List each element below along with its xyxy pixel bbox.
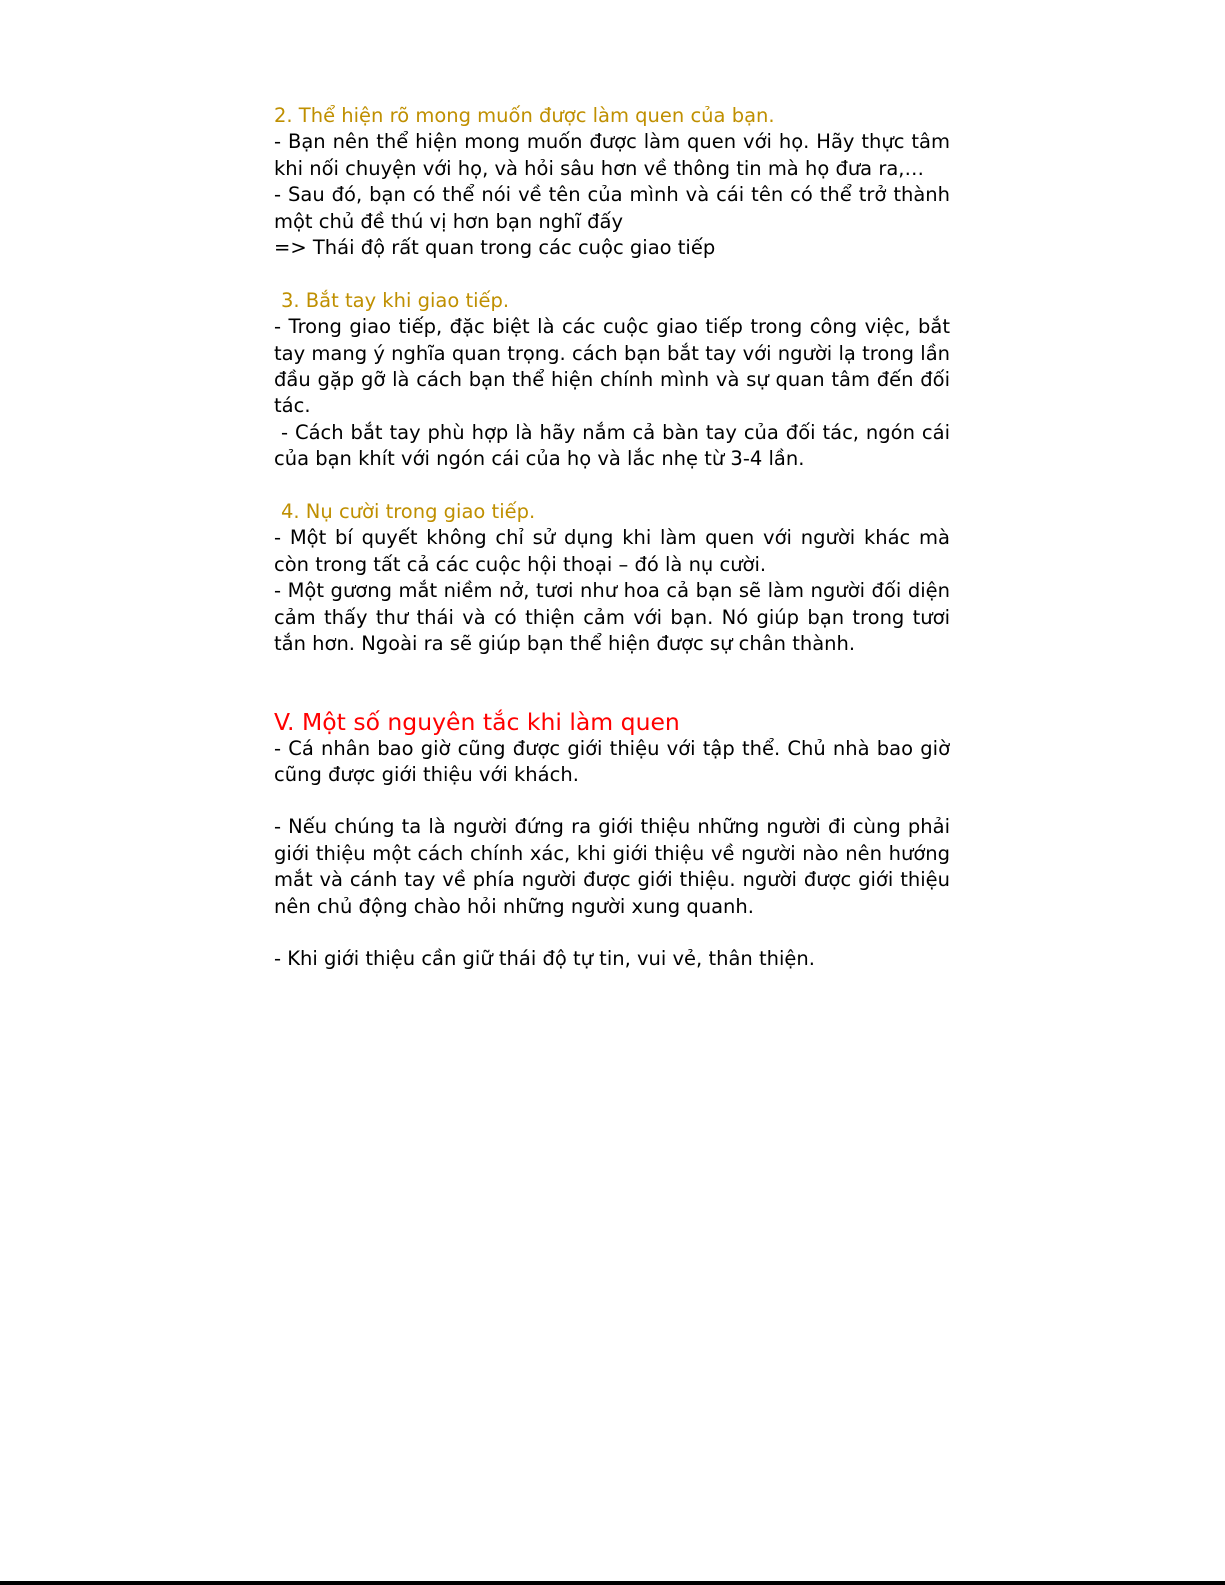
section-5-paragraph-3: - Khi giới thiệu cần giữ thái độ tự tin, vui vẻ, thân thiện. — [274, 946, 815, 970]
document-page — [274, 103, 950, 972]
section-4-heading: 4. Nụ cười trong giao tiếp. — [281, 500, 536, 524]
section-2-paragraph-3: => Thái độ rất quan trong các cuộc giao tiếp — [274, 236, 716, 260]
section-2-heading: 2. Thể hiện rõ mong muốn được làm quen của bạn. — [274, 104, 775, 127]
section-4-paragraph-2: - Một gương mắt niềm nở, tươi như hoa cả bạn sẽ làm người đối diện cảm thấy thư thái và có thiện cảm với bạn. Nó giúp bạn trong tươi tắn hơn. Ngoài ra sẽ giúp bạn thể hiện được sự chân thành. — [274, 579, 950, 656]
section-5-paragraph-1: - Cá nhân bao giờ cũng được giới thiệu với tập thể. Chủ nhà bao giờ cũng được giới thiệu với khách. — [274, 736, 950, 786]
section-3-paragraph-1: - Trong giao tiếp, đặc biệt là các cuộc giao tiếp trong công việc, bắt tay mang ý nghĩa quan trọng. cách bạn bắt tay với người lạ trong lần đầu gặp gỡ là cách bạn thể hiện chính mình và sự quan tâm đến đối tác. — [274, 315, 950, 418]
page-bottom-border — [0, 1581, 1225, 1585]
section-2-paragraph-2: - Sau đó, bạn có thể nói về tên của mình và cái tên có thể trở thành một chủ đề thú vị hơn bạn nghĩ đấy — [274, 183, 950, 233]
section-2-paragraph-1: - Bạn nên thể hiện mong muốn được làm quen với họ. Hãy thực tâm khi nối chuyện với họ, và hỏi sâu hơn về thông tin mà họ đưa ra,… — [274, 130, 950, 180]
section-3-heading: 3. Bắt tay khi giao tiếp. — [281, 288, 510, 312]
section-5-paragraph-2: - Nếu chúng ta là người đứng ra giới thiệu những người đi cùng phải giới thiệu một cách chính xác, khi giới thiệu về người nào nên hướng mắt và cánh tay về phía người được giới thiệu. người được giới thiệu nên chủ động chào hỏi những người xung quanh. — [274, 815, 950, 918]
spacer — [274, 788, 950, 814]
section-5-heading: V. Một số nguyên tắc khi làm quen — [274, 707, 680, 736]
spacer — [274, 261, 950, 287]
spacer — [274, 920, 950, 946]
section-4-paragraph-1: - Một bí quyết không chỉ sử dụng khi làm quen với người khác mà còn trong tất cả các cuộc hội thoại – đó là nụ cười. — [274, 526, 950, 576]
spacer — [274, 658, 950, 708]
spacer — [274, 473, 950, 499]
section-3-paragraph-2: - Cách bắt tay phù hợp là hãy nắm cả bàn tay của đối tác, ngón cái của bạn khít với ngón cái của họ và lắc nhẹ từ 3-4 lần. — [274, 420, 950, 471]
